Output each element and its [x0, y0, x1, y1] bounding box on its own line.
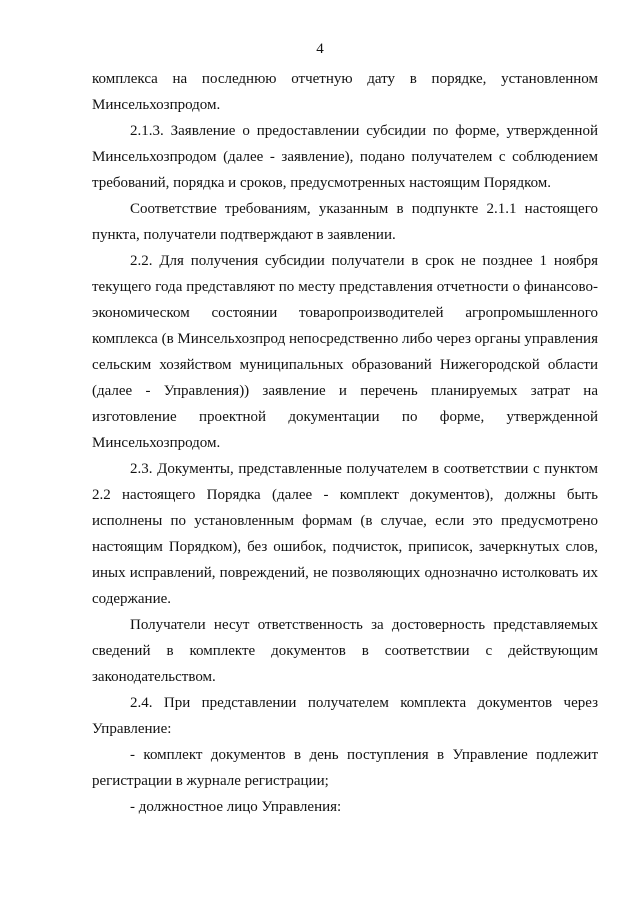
paragraph-2-2: 2.2. Для получения субсидии получатели в срок не позднее 1 ноября текущего года представляют по месту представления отчетности о финансово-экономическом состоянии товаропроизводителей агропромышленного комплекса (в Минсельхозпрод непосредственно либо через органы управления сельским хозяйством муниципальных образований Нижегородской области (далее - Управления)) заявление и перечень планируемых затрат на изготовление проектной документации по форме, утвержденной Минсельхозпродом. [92, 253, 598, 451]
paragraph-2-4: 2.4. При представлении получателем комплекта документов через Управление: [92, 695, 598, 737]
paragraph-continuation: комплекса на последнюю отчетную дату в порядке, установленном Минсельхозпродом. [92, 71, 598, 113]
paragraph-compliance: Соответствие требованиям, указанным в подпункте 2.1.1 настоящего пункта, получатели подтверждают в заявлении. [92, 201, 598, 243]
paragraph-2-3: 2.3. Документы, представленные получателем в соответствии с пунктом 2.2 настоящего Порядка (далее - комплект документов), должны быть исполнены по установленным формам (в случае, если это предусмотрено настоящим Порядком), без ошибок, подчисток, приписок, зачеркнутых слов, иных исправлений, повреждений, не позволяющих однозначно истолковать их содержание. [92, 461, 598, 607]
list-item-official: - должностное лицо Управления: [130, 799, 342, 815]
page-number: 4 [316, 41, 324, 57]
paragraph-responsibility: Получатели несут ответственность за достоверность представляемых сведений в комплекте документов в соответствии с действующим законодательством. [92, 617, 598, 685]
paragraph-2-1-3: 2.1.3. Заявление о предоставлении субсидии по форме, утвержденной Минсельхозпродом (далее - заявление), подано получателем с соблюдением требований, порядка и сроков, предусмотренных настоящим Порядком. [92, 123, 598, 191]
document-body [92, 66, 598, 820]
list-item-registration: - комплект документов в день поступления в Управление подлежит регистрации в журнале регистрации; [92, 747, 598, 789]
